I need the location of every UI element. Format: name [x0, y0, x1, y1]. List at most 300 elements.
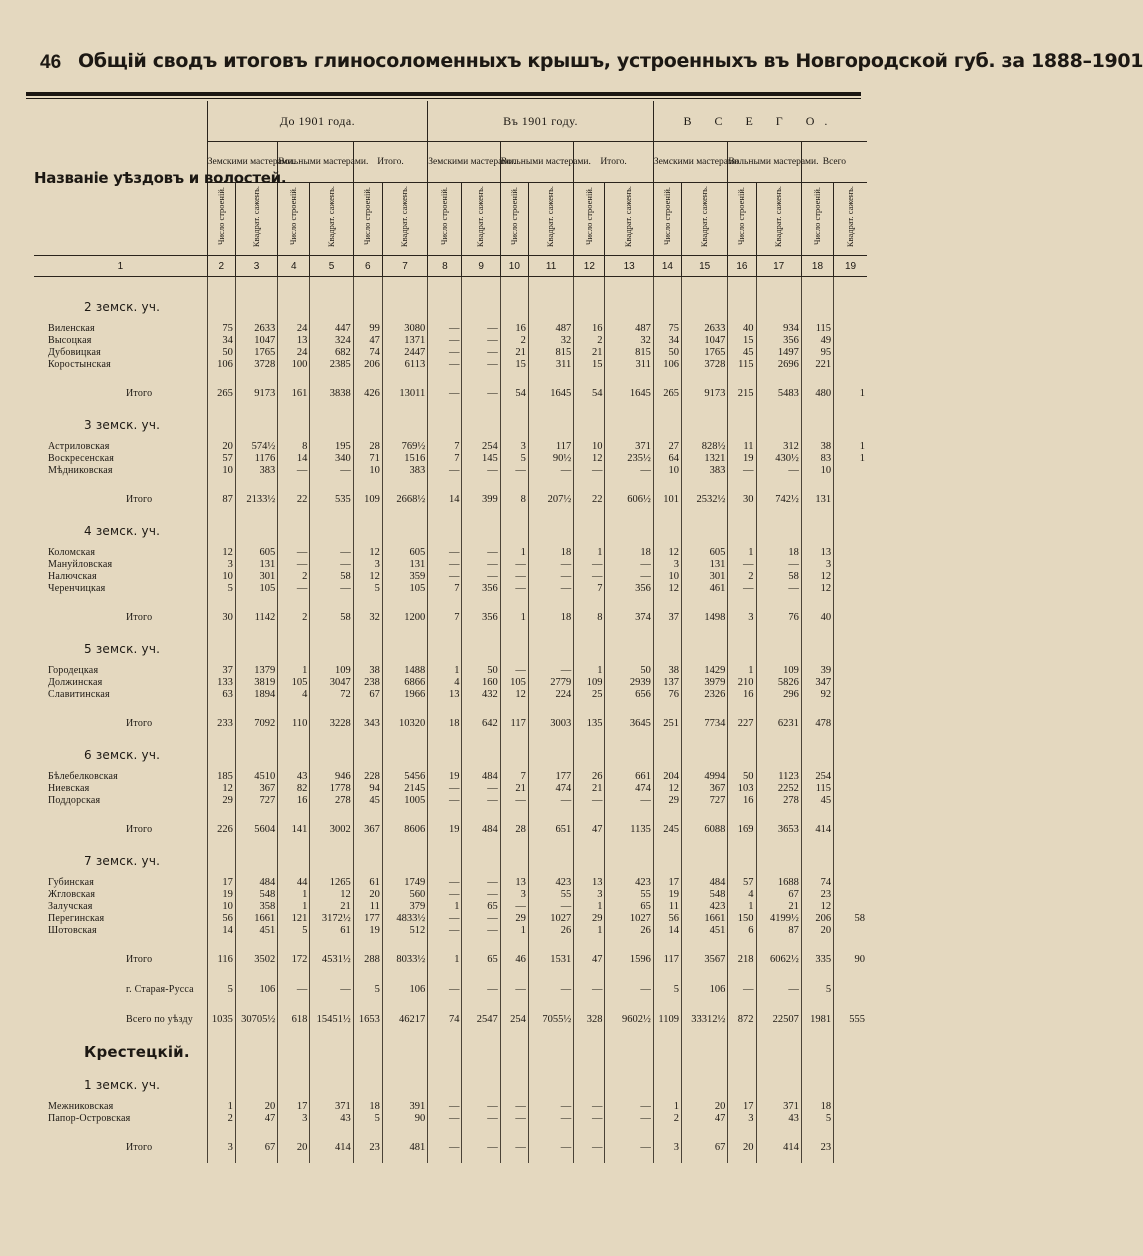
table-cell: 23: [801, 889, 833, 901]
table-cell: 1661: [682, 913, 728, 925]
table-cell: 32: [528, 335, 573, 347]
section-heading-row: [34, 739, 867, 771]
table-cell: 37: [653, 603, 681, 633]
table-cell: 1765: [235, 347, 277, 359]
table-cell: [682, 845, 728, 877]
table-cell: 301: [682, 571, 728, 583]
column-number: 11: [528, 256, 573, 277]
measure-count-header: Число строеній.: [353, 183, 382, 256]
table-cell: [728, 845, 756, 877]
table-cell: 430½: [756, 453, 801, 465]
total-label: Итого: [126, 494, 153, 505]
table-cell: 67: [235, 1133, 277, 1163]
table-cell: 3: [207, 559, 235, 571]
table-cell: [207, 1035, 235, 1069]
table-cell: 105: [278, 677, 310, 689]
table-cell: 14: [207, 925, 235, 937]
table-cell: [834, 925, 867, 937]
table-cell: —: [605, 1133, 653, 1163]
table-cell: [834, 1133, 867, 1163]
table-cell: 1645: [528, 379, 573, 409]
table-cell: 1371: [382, 335, 427, 347]
table-cell: [834, 795, 867, 807]
summary-table: [34, 101, 867, 1163]
table-cell: [278, 1069, 310, 1101]
table-cell: [528, 1035, 573, 1069]
table-cell: 1765: [682, 347, 728, 359]
table-cell: 4199½: [756, 913, 801, 925]
table-cell: [653, 515, 681, 547]
table-cell: [682, 409, 728, 441]
measure-count-header: Число строеній.: [207, 183, 235, 256]
table-cell: 1379: [235, 665, 277, 677]
table-cell: —: [462, 795, 500, 807]
volost-name: Высоцкая: [48, 335, 92, 346]
table-cell: 414: [801, 815, 833, 845]
table-cell: [801, 291, 833, 323]
table-cell: —: [310, 559, 353, 571]
table-cell: 131: [382, 559, 427, 571]
table-cell: [834, 515, 867, 547]
column-number: 7: [382, 256, 427, 277]
table-cell: 75: [207, 323, 235, 335]
table-cell: [834, 571, 867, 583]
column-number: 3: [235, 256, 277, 277]
table-cell: —: [500, 975, 528, 1005]
table-cell: 19: [207, 889, 235, 901]
table-cell: 235½: [605, 453, 653, 465]
column-number: 4: [278, 256, 310, 277]
table-cell: 13: [278, 335, 310, 347]
table-cell: [834, 1035, 867, 1069]
table-cell: 47: [574, 945, 605, 975]
table-cell: —: [278, 547, 310, 559]
table-cell: 3728: [682, 359, 728, 371]
table-cell: 8033½: [382, 945, 427, 975]
table-cell: 40: [801, 603, 833, 633]
table-cell: 54: [574, 379, 605, 409]
table-cell: 172: [278, 945, 310, 975]
table-cell: 28: [353, 441, 382, 453]
table-cell: —: [428, 379, 462, 409]
table-cell: 13: [428, 689, 462, 701]
volost-name: Должинская: [48, 677, 103, 688]
table-cell: 1: [428, 901, 462, 913]
table-cell: 58: [310, 603, 353, 633]
table-cell: [382, 515, 427, 547]
table-cell: —: [500, 1101, 528, 1113]
table-cell: 4: [428, 677, 462, 689]
table-cell: —: [278, 583, 310, 595]
table-cell: 1: [574, 901, 605, 913]
table-cell: [653, 845, 681, 877]
table-cell: 161: [278, 379, 310, 409]
table-cell: —: [428, 547, 462, 559]
table-cell: —: [605, 571, 653, 583]
table-cell: 1653: [353, 1005, 382, 1035]
table-cell: 2939: [605, 677, 653, 689]
table-cell: —: [574, 1101, 605, 1113]
table-cell: [528, 409, 573, 441]
table-cell: —: [462, 547, 500, 559]
table-cell: [834, 665, 867, 677]
table-cell: [834, 409, 867, 441]
table-cell: —: [462, 559, 500, 571]
table-cell: 38: [353, 665, 382, 677]
table-cell: [653, 291, 681, 323]
page-title: Общій сводъ итоговъ глиносоломенныхъ крышъ, устроенныхъ въ Новгородской губ. за 1888–1901: [78, 50, 1143, 72]
table-cell: 1: [428, 945, 462, 975]
table-cell: [682, 633, 728, 665]
table-cell: [574, 845, 605, 877]
subgroup-private: Вольными мастерами.: [278, 142, 354, 183]
table-cell: 87: [756, 925, 801, 937]
table-cell: 2547: [462, 1005, 500, 1035]
table-cell: 7: [574, 583, 605, 595]
table-cell: [428, 739, 462, 771]
table-cell: 828½: [682, 441, 728, 453]
table-cell: 605: [235, 547, 277, 559]
table-cell: —: [278, 465, 310, 477]
table-cell: 265: [207, 379, 235, 409]
table-cell: 560: [382, 889, 427, 901]
table-cell: 12: [653, 783, 681, 795]
table-row: [34, 359, 867, 371]
name-column-header: Названіе уѣздовъ и волостей.: [34, 101, 207, 256]
table-cell: 6062½: [756, 945, 801, 975]
table-cell: —: [310, 583, 353, 595]
table-cell: 15: [728, 335, 756, 347]
table-cell: —: [428, 1133, 462, 1163]
table-cell: 43: [310, 1113, 353, 1125]
table-cell: —: [462, 877, 500, 889]
measure-area-header: Квадрат. саженъ.: [682, 183, 728, 256]
table-cell: 12: [574, 453, 605, 465]
table-cell: —: [310, 465, 353, 477]
table-cell: 65: [462, 945, 500, 975]
table-cell: 474: [528, 783, 573, 795]
table-cell: —: [428, 347, 462, 359]
table-cell: 18: [528, 547, 573, 559]
table-cell: 1: [728, 547, 756, 559]
table-cell: —: [605, 559, 653, 571]
table-cell: 9173: [235, 379, 277, 409]
volost-name: Межниковская: [48, 1101, 114, 1112]
subgroup-grand-total: Всего: [801, 142, 867, 183]
table-cell: —: [500, 465, 528, 477]
table-cell: 1981: [801, 1005, 833, 1035]
table-cell: [834, 783, 867, 795]
table-cell: —: [428, 1113, 462, 1125]
table-cell: 1: [834, 379, 867, 409]
table-cell: 131: [235, 559, 277, 571]
table-cell: 340: [310, 453, 353, 465]
table-cell: 17: [728, 1101, 756, 1113]
table-cell: 1047: [682, 335, 728, 347]
table-cell: 106: [382, 975, 427, 1005]
table-cell: 6113: [382, 359, 427, 371]
table-cell: 3: [728, 1113, 756, 1125]
table-cell: 7: [428, 453, 462, 465]
table-cell: 55: [528, 889, 573, 901]
subgroup-zemstvo: Земскими мастерами.: [653, 142, 728, 183]
table-row: [34, 901, 867, 913]
table-cell: [682, 515, 728, 547]
measure-count-header: Число строеній.: [728, 183, 756, 256]
table-cell: [834, 583, 867, 595]
table-cell: 254: [462, 441, 500, 453]
table-cell: 47: [235, 1113, 277, 1125]
table-row: [34, 1101, 867, 1113]
table-cell: 451: [235, 925, 277, 937]
section-heading-row: [34, 633, 867, 665]
table-cell: 3: [500, 441, 528, 453]
table-cell: —: [574, 465, 605, 477]
table-cell: [653, 1035, 681, 1069]
table-cell: —: [278, 559, 310, 571]
table-cell: 574½: [235, 441, 277, 453]
table-cell: 106: [653, 359, 681, 371]
total-label: Итого: [126, 1142, 153, 1153]
total-label: Итого: [126, 388, 153, 399]
table-cell: [528, 845, 573, 877]
table-row: [34, 877, 867, 889]
table-cell: —: [500, 559, 528, 571]
table-cell: —: [428, 465, 462, 477]
table-cell: 5: [207, 975, 235, 1005]
table-cell: [207, 845, 235, 877]
table-cell: [207, 291, 235, 323]
table-cell: 92: [801, 689, 833, 701]
volost-name: Перегинская: [48, 913, 105, 924]
table-cell: 71: [353, 453, 382, 465]
table-cell: [353, 1069, 382, 1101]
table-cell: [353, 1035, 382, 1069]
table-cell: 2: [653, 1113, 681, 1125]
table-cell: 7: [428, 583, 462, 595]
table-cell: [834, 603, 867, 633]
table-cell: [756, 1069, 801, 1101]
column-number: 5: [310, 256, 353, 277]
table-cell: [834, 465, 867, 477]
volost-name: Воскресенская: [48, 453, 115, 464]
column-number: 12: [574, 256, 605, 277]
table-row: [34, 335, 867, 347]
table-cell: 5: [278, 925, 310, 937]
table-cell: 5604: [235, 815, 277, 845]
table-cell: 29: [574, 913, 605, 925]
table-cell: [834, 901, 867, 913]
table-row: [34, 323, 867, 335]
table-cell: 278: [310, 795, 353, 807]
table-cell: [382, 845, 427, 877]
table-cell: —: [528, 1113, 573, 1125]
table-cell: —: [728, 465, 756, 477]
table-cell: [207, 739, 235, 771]
table-cell: [834, 709, 867, 739]
table-cell: 356: [605, 583, 653, 595]
table-cell: [574, 291, 605, 323]
table-cell: —: [756, 975, 801, 1005]
table-cell: 727: [682, 795, 728, 807]
table-cell: —: [428, 559, 462, 571]
table-cell: 50: [653, 347, 681, 359]
table-cell: 414: [756, 1133, 801, 1163]
table-cell: 115: [801, 783, 833, 795]
table-cell: 12: [207, 547, 235, 559]
table-cell: 16: [728, 689, 756, 701]
table-cell: [834, 877, 867, 889]
table-cell: 10: [207, 465, 235, 477]
table-cell: 3: [653, 559, 681, 571]
table-cell: 33312½: [682, 1005, 728, 1035]
table-cell: 4510: [235, 771, 277, 783]
table-cell: 347: [801, 677, 833, 689]
subgroup-zemstvo: Земскими мастерами.: [428, 142, 501, 183]
table-cell: 63: [207, 689, 235, 701]
column-number: 8: [428, 256, 462, 277]
table-cell: —: [428, 925, 462, 937]
table-cell: 3002: [310, 815, 353, 845]
table-cell: 8606: [382, 815, 427, 845]
table-cell: 2532½: [682, 485, 728, 515]
table-cell: 1: [278, 665, 310, 677]
table-cell: 379: [382, 901, 427, 913]
table-cell: 2633: [682, 323, 728, 335]
table-cell: [574, 515, 605, 547]
table-cell: 109: [574, 677, 605, 689]
table-cell: [428, 845, 462, 877]
table-cell: 15: [500, 359, 528, 371]
table-cell: —: [605, 975, 653, 1005]
volost-name: Губинская: [48, 877, 95, 888]
table-cell: [428, 291, 462, 323]
table-cell: 26: [574, 771, 605, 783]
table-cell: 651: [528, 815, 573, 845]
total-row: [34, 379, 867, 409]
table-cell: 106: [682, 975, 728, 1005]
table-cell: 10: [653, 465, 681, 477]
table-cell: 451: [682, 925, 728, 937]
table-cell: 1: [728, 665, 756, 677]
table-cell: 57: [207, 453, 235, 465]
table-cell: [605, 515, 653, 547]
table-cell: 24: [278, 323, 310, 335]
table-cell: —: [574, 559, 605, 571]
table-cell: [528, 515, 573, 547]
table-cell: 206: [353, 359, 382, 371]
table-cell: 49: [801, 335, 833, 347]
table-cell: [462, 515, 500, 547]
table-row: [34, 559, 867, 571]
table-cell: 29: [500, 913, 528, 925]
table-cell: 1661: [235, 913, 277, 925]
table-cell: —: [574, 795, 605, 807]
measure-count-header: Число строеній.: [801, 183, 833, 256]
table-cell: 207½: [528, 485, 573, 515]
table-cell: 10: [653, 571, 681, 583]
table-cell: [834, 323, 867, 335]
table-cell: [500, 845, 528, 877]
section-heading: 5 земск. уч.: [84, 642, 161, 656]
table-cell: [574, 1069, 605, 1101]
table-cell: 13: [574, 877, 605, 889]
table-cell: —: [528, 465, 573, 477]
table-cell: 423: [682, 901, 728, 913]
table-cell: —: [462, 323, 500, 335]
section-heading: 1 земск. уч.: [84, 1078, 161, 1092]
table-cell: [728, 409, 756, 441]
table-cell: 29: [653, 795, 681, 807]
table-cell: —: [528, 975, 573, 1005]
table-cell: [834, 689, 867, 701]
table-cell: —: [428, 877, 462, 889]
table-cell: 44: [278, 877, 310, 889]
table-cell: —: [500, 583, 528, 595]
table-cell: 109: [353, 485, 382, 515]
table-cell: 12: [353, 547, 382, 559]
table-cell: [605, 633, 653, 665]
table-cell: 9173: [682, 379, 728, 409]
table-cell: 311: [528, 359, 573, 371]
table-cell: [500, 409, 528, 441]
table-cell: 137: [653, 677, 681, 689]
table-cell: 367: [353, 815, 382, 845]
table-cell: [834, 845, 867, 877]
table-cell: [500, 739, 528, 771]
volost-name: Дубовицкая: [48, 347, 101, 358]
table-cell: 17: [278, 1101, 310, 1113]
table-cell: 47: [574, 815, 605, 845]
table-row: [34, 913, 867, 925]
period-header-before-1901: До 1901 года.: [207, 101, 428, 142]
table-cell: [834, 1069, 867, 1101]
table-cell: —: [574, 1113, 605, 1125]
table-cell: 82: [278, 783, 310, 795]
table-cell: —: [462, 347, 500, 359]
measure-area-header: Квадрат. саженъ.: [605, 183, 653, 256]
total-label: Итого: [126, 612, 153, 623]
table-cell: 335: [801, 945, 833, 975]
table-cell: [382, 633, 427, 665]
table-cell: [801, 515, 833, 547]
table-cell: 61: [310, 925, 353, 937]
total-label: г. Старая-Русса: [126, 984, 194, 995]
table-cell: 74: [428, 1005, 462, 1035]
top-rule: [26, 92, 861, 96]
table-cell: 109: [756, 665, 801, 677]
table-cell: 67: [353, 689, 382, 701]
table-cell: 1027: [528, 913, 573, 925]
table-cell: 23: [353, 1133, 382, 1163]
table-cell: [235, 515, 277, 547]
table-cell: 101: [653, 485, 681, 515]
table-cell: [834, 547, 867, 559]
table-cell: —: [574, 1133, 605, 1163]
table-cell: [353, 845, 382, 877]
table-cell: 2133½: [235, 485, 277, 515]
table-cell: 359: [382, 571, 427, 583]
table-cell: —: [428, 335, 462, 347]
table-cell: [834, 1113, 867, 1125]
table-cell: 24: [278, 347, 310, 359]
table-cell: —: [462, 925, 500, 937]
table-cell: 1596: [605, 945, 653, 975]
table-cell: 215: [728, 379, 756, 409]
total-row: [34, 815, 867, 845]
table-cell: 23: [801, 1133, 833, 1163]
table-cell: 3645: [605, 709, 653, 739]
